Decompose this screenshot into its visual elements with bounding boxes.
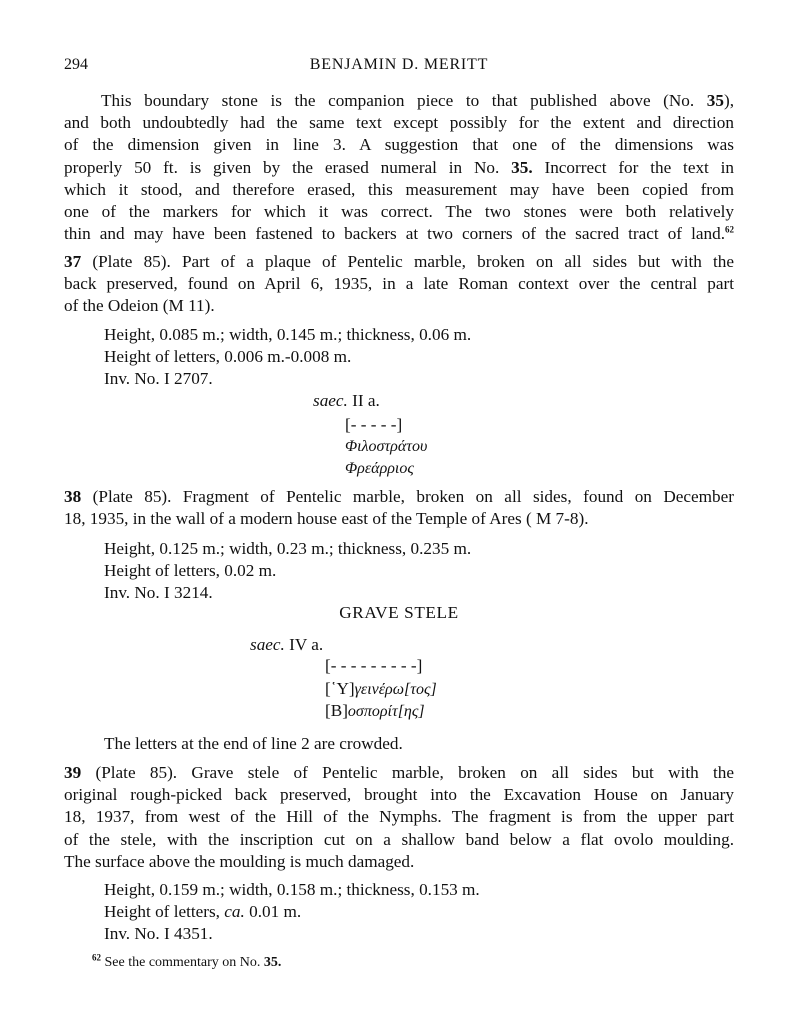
inscription-line-3: [Β]οσπορίτ[ης] — [325, 701, 425, 720]
page-number: 294 — [64, 56, 88, 73]
text-line: thin and may have been fastened to backers at two corners of the sacred tract of land.$^{62}$ — [64, 224, 734, 244]
text-line: original rough-picked back preserved, brought into the Excavation House on January — [64, 785, 734, 805]
entry-37-description — [64, 251, 734, 318]
text-line: one of the markers for which it was correct. The two stones were both relatively — [64, 202, 734, 222]
inscription-line-3: Φρεάρριος — [345, 460, 414, 477]
inscription-line-2: [῾Υ]γεινέρω[τος] — [325, 679, 437, 698]
footnote-ref: 62 — [725, 224, 734, 235]
running-header — [64, 56, 734, 78]
dimensions: Height, 0.125 m.; width, 0.23 m.; thickness, 0.235 m. — [104, 539, 472, 558]
entry-number: 37 — [64, 252, 82, 271]
text-line: properly 50 ft. is given by the erased numeral in No. 35. Incorrect for the text in — [64, 157, 735, 177]
text-line: 18, 1935, in the wall of a modern house east of the Temple of Ares ( M 7-8). — [64, 509, 589, 529]
entry-38-measurements — [104, 538, 471, 605]
section-title: GRAVE STELE — [339, 603, 459, 622]
entry-39-description — [64, 762, 734, 873]
footnote: $^{62}$ See the commentary on No. 35. — [92, 952, 282, 970]
text-line: The surface above the moulding is much damaged. — [64, 851, 415, 871]
text-line: and both undoubtedly had the same text except possibly for the extent and direction — [64, 113, 734, 133]
inventory-number: Inv. No. I 4351. — [104, 924, 213, 944]
text-line: 39 (Plate 85). Grave stele of Pentelic marble, broken on all sides but with the — [64, 763, 734, 782]
text-line: of the stele, with the inscription cut on a shallow band below a flat ovolo moulding. — [64, 829, 734, 849]
entry-number: 39 — [64, 763, 82, 782]
text-line: This boundary stone is the companion piece to that published above (No. 35), — [101, 91, 734, 110]
paragraph-boundary-stone — [64, 90, 734, 245]
text-line: of the Odeion (M 11). — [64, 296, 215, 316]
text-line: which it stood, and therefore erased, this measurement may have been copied from — [64, 179, 734, 199]
entry-37-date: saec. II a. — [313, 391, 380, 410]
inscription-line-2: Φιλοστράτου — [345, 438, 428, 455]
entry-38-description — [64, 486, 734, 530]
entry-39-measurements — [104, 879, 480, 946]
inscription-line-1: [- - - - - - - - -] — [325, 656, 423, 675]
dimensions: Height, 0.159 m.; width, 0.158 m.; thickness, 0.153 m. — [104, 880, 480, 899]
inventory-number: Inv. No. I 2707. — [104, 369, 213, 389]
running-title: BENJAMIN D. MERITT — [309, 56, 489, 73]
dimensions: Height, 0.085 m.; width, 0.145 m.; thickness, 0.06 m. — [104, 325, 472, 344]
letter-height: Height of letters, 0.02 m. — [104, 561, 277, 581]
entry-number: 38 — [64, 487, 82, 506]
text-line: 38 (Plate 85). Fragment of Pentelic marble, broken on all sides, found on December — [64, 487, 734, 506]
letter-height: Height of letters, ca. 0.01 m. — [104, 902, 302, 922]
entry-38-date: saec. IV a. — [250, 635, 324, 654]
inscription-line-1: [- - - - -] — [345, 415, 403, 434]
text-line: of the dimension given in line 3. A suggestion that one of the dimensions was — [64, 135, 734, 155]
letter-height: Height of letters, 0.006 m.-0.008 m. — [104, 347, 352, 367]
inventory-number: Inv. No. I 3214. — [104, 583, 213, 603]
footnote-number: 62 — [92, 952, 101, 963]
text-line: 18, 1937, from west of the Hill of the Nymphs. The fragment is from the upper part — [64, 807, 734, 827]
entry-37-measurements — [104, 324, 471, 391]
entry-38-note: The letters at the end of line 2 are crowded. — [104, 734, 403, 753]
text-line: 37 (Plate 85). Part of a plaque of Pentelic marble, broken on all sides but with the — [64, 252, 734, 271]
text-line: back preserved, found on April 6, 1935, in a late Roman context over the central part — [64, 274, 734, 294]
